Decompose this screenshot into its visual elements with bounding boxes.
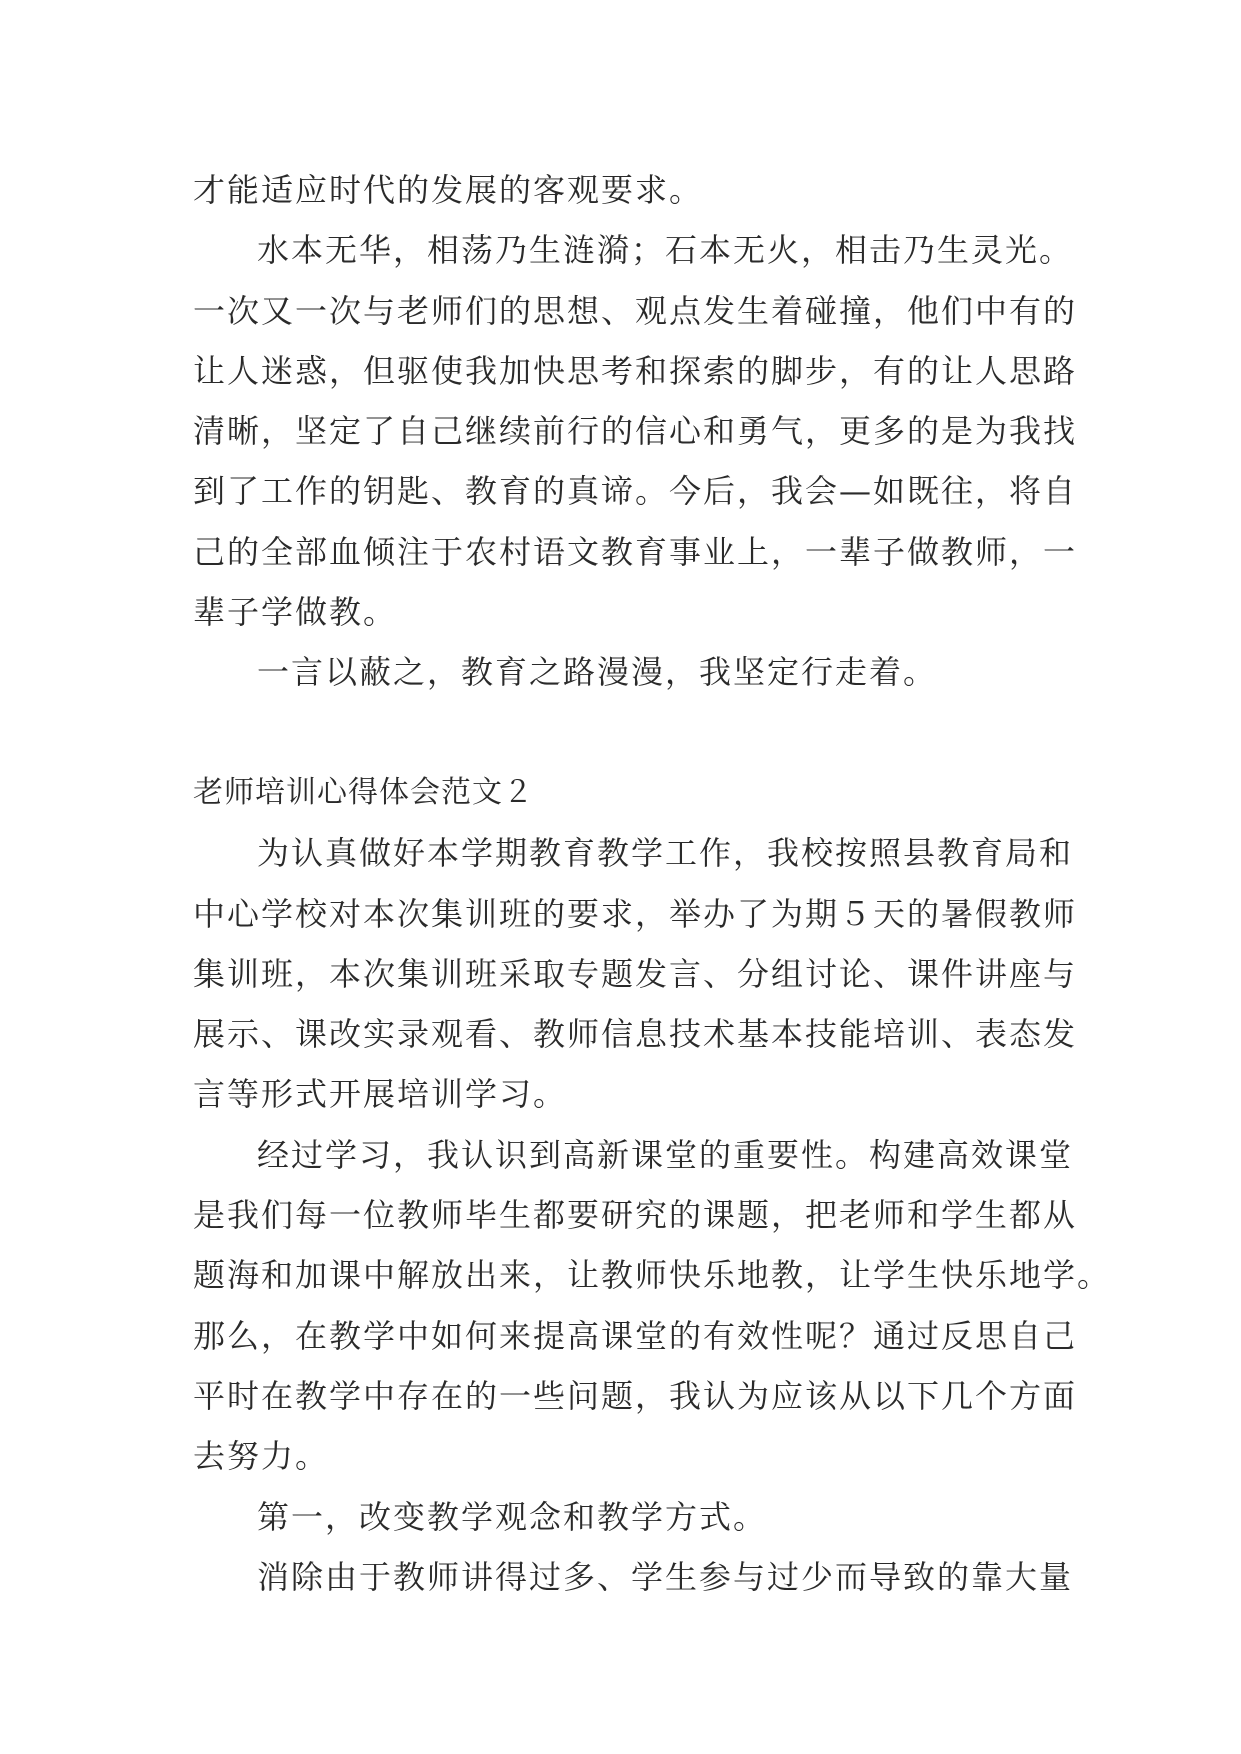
text-line: 一言以蔽之，教育之路漫漫，我坚定行走着。 [257, 653, 938, 692]
section-gap [193, 703, 1073, 763]
text-line: 中心学校对本次集训班的要求，举办了为期５天的暑假教师 [193, 894, 1078, 933]
section-title-text: 老师培训心得体会范文２ [193, 774, 534, 810]
paragraph [193, 1125, 1112, 1487]
text-line: 到了工作的钥匙、教育的真谛。今后，我会—如既往，将自 [193, 472, 1078, 511]
text-line: 水本无华，相荡乃生涟漪；石本无火，相击乃生灵光。 [257, 231, 1074, 270]
paragraph [193, 220, 1078, 642]
text-line: 辈子学做教。 [193, 593, 398, 632]
text-line: 第一，改变教学观念和教学方式。 [257, 1497, 768, 1536]
text-line: 集训班，本次集训班采取专题发言、分组讨论、课件讲座与 [193, 954, 1078, 993]
text-line: 一次又一次与老师们的思想、观点发生着碰撞，他们中有的 [193, 291, 1078, 330]
text-line: 经过学习，我认识到高新课堂的重要性。构建高效课堂 [257, 1135, 1074, 1174]
text-line: 让人迷惑，但驱使我加快思考和探索的脚步，有的让人思路 [193, 351, 1078, 390]
text-line: 清晰，坚定了自己继续前行的信心和勇气，更多的是为我找 [193, 412, 1078, 451]
paragraph [193, 1487, 1073, 1547]
text-line: 言等形式开展培训学习。 [193, 1075, 568, 1114]
text-line: 消除由于教师讲得过多、学生参与过少而导致的靠大量 [257, 1557, 1074, 1596]
text-line: 平时在教学中存在的一些问题，我认为应该从以下几个方面 [193, 1376, 1078, 1415]
paragraph [193, 642, 1073, 702]
text-line: 那么，在教学中如何来提高课堂的有效性呢？通过反思自己 [193, 1316, 1078, 1355]
section-title [193, 763, 1073, 823]
text-line: 题海和加课中解放出来，让教师快乐地教，让学生快乐地学。 [193, 1256, 1112, 1295]
text-line: 己的全部血倾注于农村语文教育事业上，一辈子做教师，一 [193, 532, 1078, 571]
text-line: 去努力。 [193, 1437, 330, 1476]
text-line: 才能适应时代的发展的客观要求。 [193, 171, 704, 209]
text-line: 为认真做好本学期教育教学工作，我校按照县教育局和 [257, 834, 1074, 873]
document-body [193, 160, 1112, 1607]
text-line: 展示、课改实录观看、教师信息技术基本技能培训、表态发 [193, 1015, 1078, 1054]
paragraph [193, 823, 1078, 1124]
paragraph [193, 1547, 1073, 1607]
paragraph-continuation [193, 160, 1073, 220]
text-line: 是我们每一位教师毕生都要研究的课题，把老师和学生都从 [193, 1196, 1078, 1235]
